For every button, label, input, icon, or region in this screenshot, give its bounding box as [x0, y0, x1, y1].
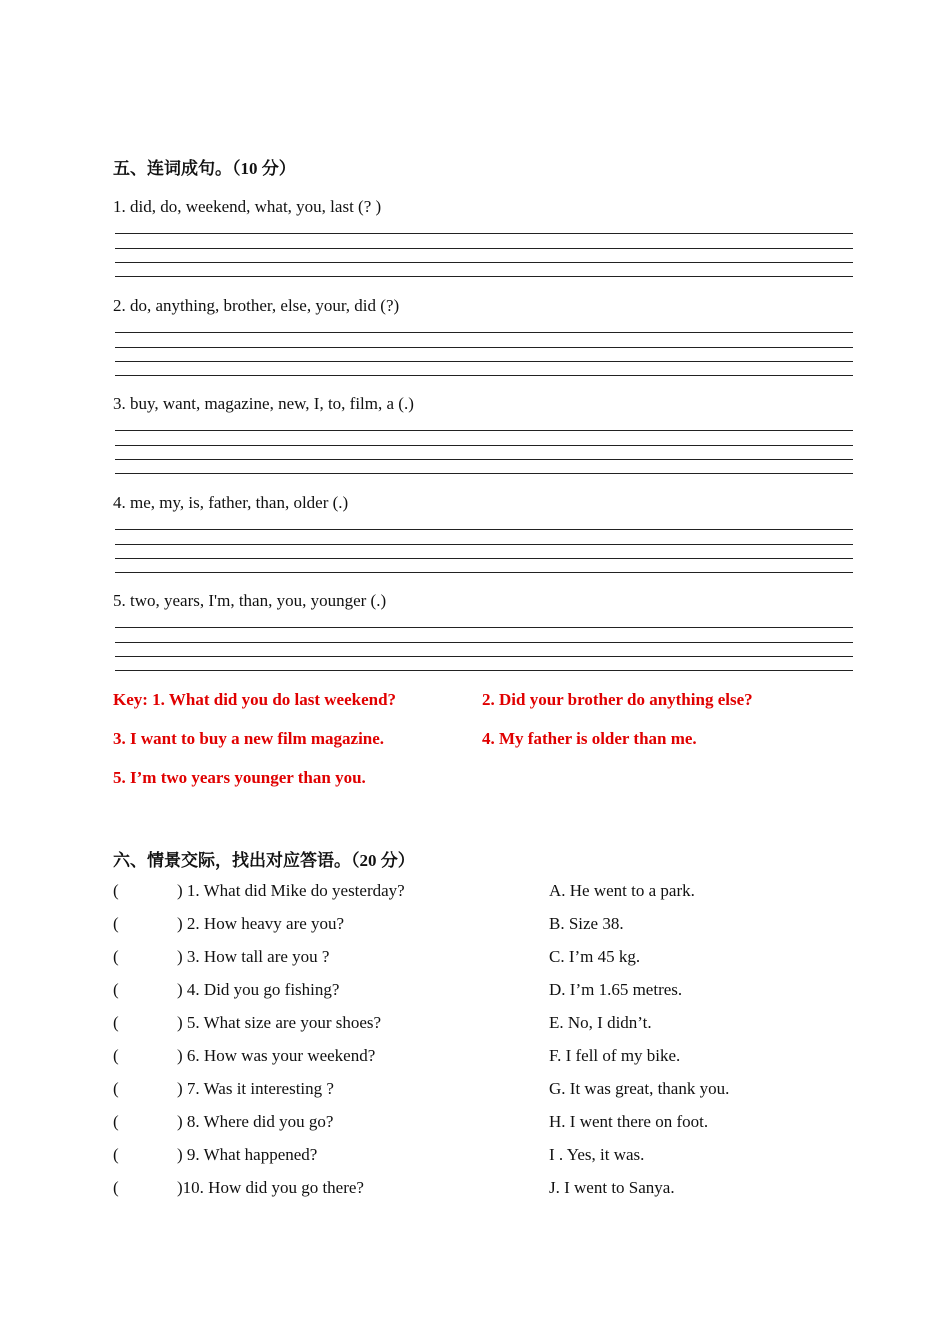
matching-answer: A. He went to a park.: [549, 881, 695, 900]
matching-question: ) 5. What size are your shoes?: [177, 1013, 382, 1032]
answer-line[interactable]: [115, 627, 853, 628]
answer-line[interactable]: [115, 233, 853, 234]
answer-key-4: 4. My father is older than me.: [482, 729, 697, 748]
answer-line[interactable]: [115, 572, 853, 573]
answer-line[interactable]: [115, 445, 853, 446]
matching-answer: B. Size 38.: [549, 914, 624, 933]
matching-answer: E. No, I didn’t.: [549, 1013, 652, 1032]
matching-row: [113, 1178, 853, 1202]
matching-row: [113, 1145, 853, 1169]
matching-row: [113, 881, 853, 905]
matching-answer: I . Yes, it was.: [549, 1145, 645, 1164]
answer-line[interactable]: [115, 347, 853, 348]
matching-question: ) 8. Where did you go?: [177, 1112, 334, 1131]
answer-line[interactable]: [115, 276, 853, 277]
answer-line[interactable]: [115, 248, 853, 249]
matching-row: [113, 1112, 853, 1136]
answer-key-3: 3. I want to buy a new film magazine.: [113, 729, 385, 748]
answer-line[interactable]: [115, 332, 853, 333]
answer-line[interactable]: [115, 430, 853, 431]
matching-question: ) 4. Did you go fishing?: [177, 980, 340, 999]
answer-line[interactable]: [115, 473, 853, 474]
matching-row: [113, 1079, 853, 1103]
matching-question: ) 3. How tall are you ?: [177, 947, 330, 966]
answer-blank[interactable]: (: [113, 947, 119, 966]
answer-blank[interactable]: (: [113, 1178, 119, 1197]
question-2: 2. do, anything, brother, else, your, did (?): [113, 296, 400, 315]
answer-blank[interactable]: (: [113, 1046, 119, 1065]
matching-answer: G. It was great, thank you.: [549, 1079, 730, 1098]
matching-question: ) 1. What did Mike do yesterday?: [177, 881, 405, 900]
answer-line[interactable]: [115, 262, 853, 263]
section-6-heading: 六、情景交际，找出对应答语。（20 分）: [113, 851, 415, 870]
answer-blank[interactable]: (: [113, 1013, 119, 1032]
answer-blank[interactable]: (: [113, 914, 119, 933]
answer-blank[interactable]: (: [113, 1112, 119, 1131]
answer-line[interactable]: [115, 375, 853, 376]
answer-key-1: Key: 1. What did you do last weekend?: [113, 690, 397, 709]
question-4: 4. me, my, is, father, than, older (.): [113, 493, 349, 512]
matching-row: [113, 1013, 853, 1037]
matching-answer: J. I went to Sanya.: [549, 1178, 675, 1197]
matching-row: [113, 1046, 853, 1070]
matching-answer: H. I went there on foot.: [549, 1112, 709, 1131]
answer-key-5: 5. I’m two years younger than you.: [113, 768, 366, 787]
answer-line[interactable]: [115, 656, 853, 657]
question-5: 5. two, years, I'm, than, you, younger (.): [113, 591, 387, 610]
question-3: 3. buy, want, magazine, new, I, to, film, a (.): [113, 394, 414, 413]
matching-answer: F. I fell of my bike.: [549, 1046, 681, 1065]
matching-answer: C. I’m 45 kg.: [549, 947, 641, 966]
answer-blank[interactable]: (: [113, 1079, 119, 1098]
answer-blank[interactable]: (: [113, 1145, 119, 1164]
answer-blank[interactable]: (: [113, 881, 119, 900]
answer-line[interactable]: [115, 642, 853, 643]
matching-question: ) 7. Was it interesting ?: [177, 1079, 334, 1098]
section-5-heading: 五、连词成句。（10 分）: [113, 159, 296, 178]
answer-line[interactable]: [115, 544, 853, 545]
matching-question: ) 9. What happened?: [177, 1145, 318, 1164]
matching-question: ) 2. How heavy are you?: [177, 914, 345, 933]
matching-answer: D. I’m 1.65 metres.: [549, 980, 683, 999]
matching-question: ) 6. How was your weekend?: [177, 1046, 376, 1065]
matching-row: [113, 980, 853, 1004]
answer-key-2: 2. Did your brother do anything else?: [482, 690, 753, 709]
answer-line[interactable]: [115, 529, 853, 530]
answer-line[interactable]: [115, 670, 853, 671]
matching-question: )10. How did you go there?: [177, 1178, 364, 1197]
matching-row: [113, 947, 853, 971]
matching-row: [113, 914, 853, 938]
answer-blank[interactable]: (: [113, 980, 119, 999]
answer-line[interactable]: [115, 361, 853, 362]
answer-line[interactable]: [115, 459, 853, 460]
question-1: 1. did, do, weekend, what, you, last (? ): [113, 197, 382, 216]
answer-line[interactable]: [115, 558, 853, 559]
